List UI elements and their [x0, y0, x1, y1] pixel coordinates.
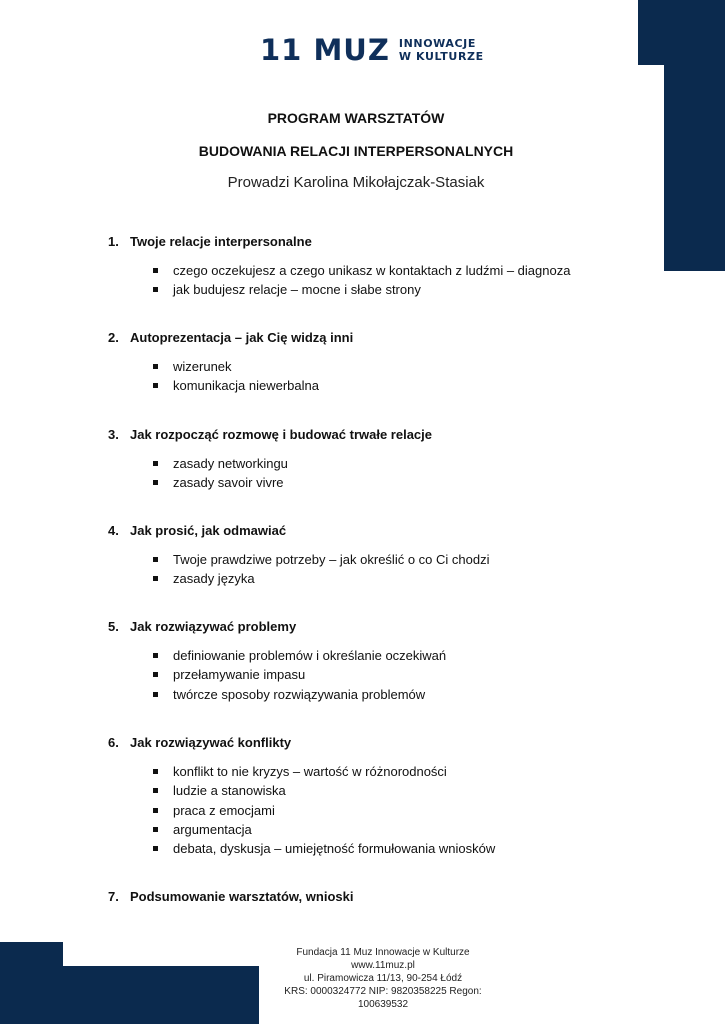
- list-item-text: argumentacja: [173, 821, 252, 837]
- section-title: Autoprezentacja – jak Cię widzą inni: [130, 330, 354, 345]
- list-item: [108, 473, 628, 492]
- bullet-list: [108, 646, 628, 704]
- logo-line-1: INNOWACJE: [398, 37, 476, 50]
- section-number: 4.: [108, 523, 119, 538]
- list-item: [108, 550, 628, 569]
- section-title: Podsumowanie warsztatów, wnioski: [130, 889, 354, 904]
- logo-subtitle: [399, 37, 484, 63]
- footer-website-link[interactable]: www.11muz.pl: [351, 960, 415, 971]
- program-section: [108, 888, 628, 906]
- bullet-list: [108, 550, 628, 589]
- list-item: [108, 685, 628, 704]
- square-bullet-icon: [153, 788, 158, 793]
- section-title: Jak prosić, jak odmawiać: [130, 523, 287, 538]
- section-heading: [108, 233, 628, 251]
- list-item: [108, 820, 628, 839]
- list-item-text: praca z emocjami: [173, 802, 275, 818]
- list-item-text: konflikt to nie kryzys – wartość w różnorodności: [173, 764, 447, 779]
- bullet-list: [108, 261, 628, 300]
- list-item: [108, 569, 628, 588]
- list-item-text: zasady networkingu: [173, 456, 288, 471]
- section-number: 5.: [108, 619, 119, 634]
- section-heading: [108, 734, 628, 752]
- list-item: [108, 454, 628, 473]
- program-section: [108, 426, 628, 493]
- square-bullet-icon: [153, 557, 158, 562]
- decorative-corner-top: [638, 0, 725, 65]
- section-title: Jak rozpocząć rozmowę i budować trwałe relacje: [130, 427, 432, 442]
- decorative-bar-right: [664, 64, 725, 271]
- program-section: [108, 233, 628, 300]
- section-title: Twoje relacje interpersonalne: [130, 234, 312, 249]
- section-title: Jak rozwiązywać problemy: [130, 619, 297, 634]
- square-bullet-icon: [153, 672, 158, 677]
- section-number: 6.: [108, 735, 119, 750]
- square-bullet-icon: [153, 846, 158, 851]
- footer-address: ul. Piramowicza 11/13, 90-254 Łódź: [303, 973, 463, 984]
- list-item-text: zasady języka: [173, 571, 255, 587]
- section-heading: [108, 888, 628, 906]
- bullet-list: [108, 762, 628, 858]
- bullet-list: [108, 357, 628, 396]
- list-item-text: definiowanie problemów i określanie oczekiwań: [173, 648, 447, 663]
- program-section: [108, 329, 628, 396]
- section-heading: [108, 618, 628, 636]
- list-item: [108, 762, 628, 781]
- list-item-text: jak budujesz relacje – mocne i słabe strony: [173, 282, 421, 298]
- brand-logo: [260, 34, 484, 66]
- list-item-text: komunikacja niewerbalna: [173, 378, 319, 394]
- square-bullet-icon: [153, 461, 158, 466]
- list-item: [108, 801, 628, 820]
- list-item-text: przełamywanie impasu: [173, 667, 306, 683]
- square-bullet-icon: [153, 268, 158, 273]
- list-item-text: zasady savoir vivre: [173, 475, 284, 491]
- decorative-corner-bottom: [0, 942, 63, 1024]
- list-item: [108, 376, 628, 395]
- list-item: [108, 357, 628, 376]
- list-item: [108, 261, 628, 280]
- list-item: [108, 839, 628, 858]
- logo-line-2: W KULTURZE: [398, 50, 484, 63]
- list-item-text: wizerunek: [173, 359, 232, 374]
- square-bullet-icon: [153, 480, 158, 485]
- section-heading: [108, 426, 628, 444]
- section-heading: [108, 329, 628, 347]
- section-number: 1.: [108, 234, 119, 249]
- square-bullet-icon: [153, 769, 158, 774]
- section-title: Jak rozwiązywać konflikty: [130, 735, 292, 750]
- footer-registration-numbers: KRS: 0000324772 NIP: 9820358225 Regon: 100639532: [284, 986, 482, 1010]
- document-subtitle: Prowadzi Karolina Mikołajczak-Stasiak: [227, 174, 485, 191]
- list-item-text: debata, dyskusja – umiejętność formułowania wniosków: [173, 841, 496, 857]
- section-heading: [108, 522, 628, 540]
- square-bullet-icon: [153, 364, 158, 369]
- square-bullet-icon: [153, 808, 158, 813]
- list-item: [108, 646, 628, 665]
- list-item: [108, 280, 628, 299]
- section-number: 2.: [108, 330, 119, 345]
- page-footer: [258, 946, 508, 1011]
- decorative-bar-bottom: [62, 966, 259, 1024]
- square-bullet-icon: [153, 576, 158, 581]
- program-section: [108, 522, 628, 589]
- footer-organization: Fundacja 11 Muz Innowacje w Kulturze: [296, 947, 470, 958]
- section-number: 7.: [108, 889, 119, 904]
- logo-main-text: 11 MUZ: [260, 33, 390, 67]
- list-item-text: Twoje prawdziwe potrzeby – jak określić o co Ci chodzi: [173, 552, 490, 567]
- section-number: 3.: [108, 427, 119, 442]
- square-bullet-icon: [153, 383, 158, 388]
- list-item-text: twórcze sposoby rozwiązywania problemów: [173, 686, 426, 702]
- program-section: [108, 618, 628, 704]
- program-section: [108, 734, 628, 858]
- list-item-text: ludzie a stanowiska: [173, 783, 286, 799]
- list-item-text: czego oczekujesz a czego unikasz w kontaktach z ludźmi – diagnoza: [173, 263, 571, 278]
- square-bullet-icon: [153, 827, 158, 832]
- list-item: [108, 665, 628, 684]
- square-bullet-icon: [153, 653, 158, 658]
- bullet-list: [108, 454, 628, 493]
- document-title-line-2: BUDOWANIA RELACJI INTERPERSONALNYCH: [198, 143, 514, 159]
- square-bullet-icon: [153, 287, 158, 292]
- square-bullet-icon: [153, 692, 158, 697]
- document-title: PROGRAM WARSZTATÓW: [267, 110, 445, 126]
- list-item: [108, 781, 628, 800]
